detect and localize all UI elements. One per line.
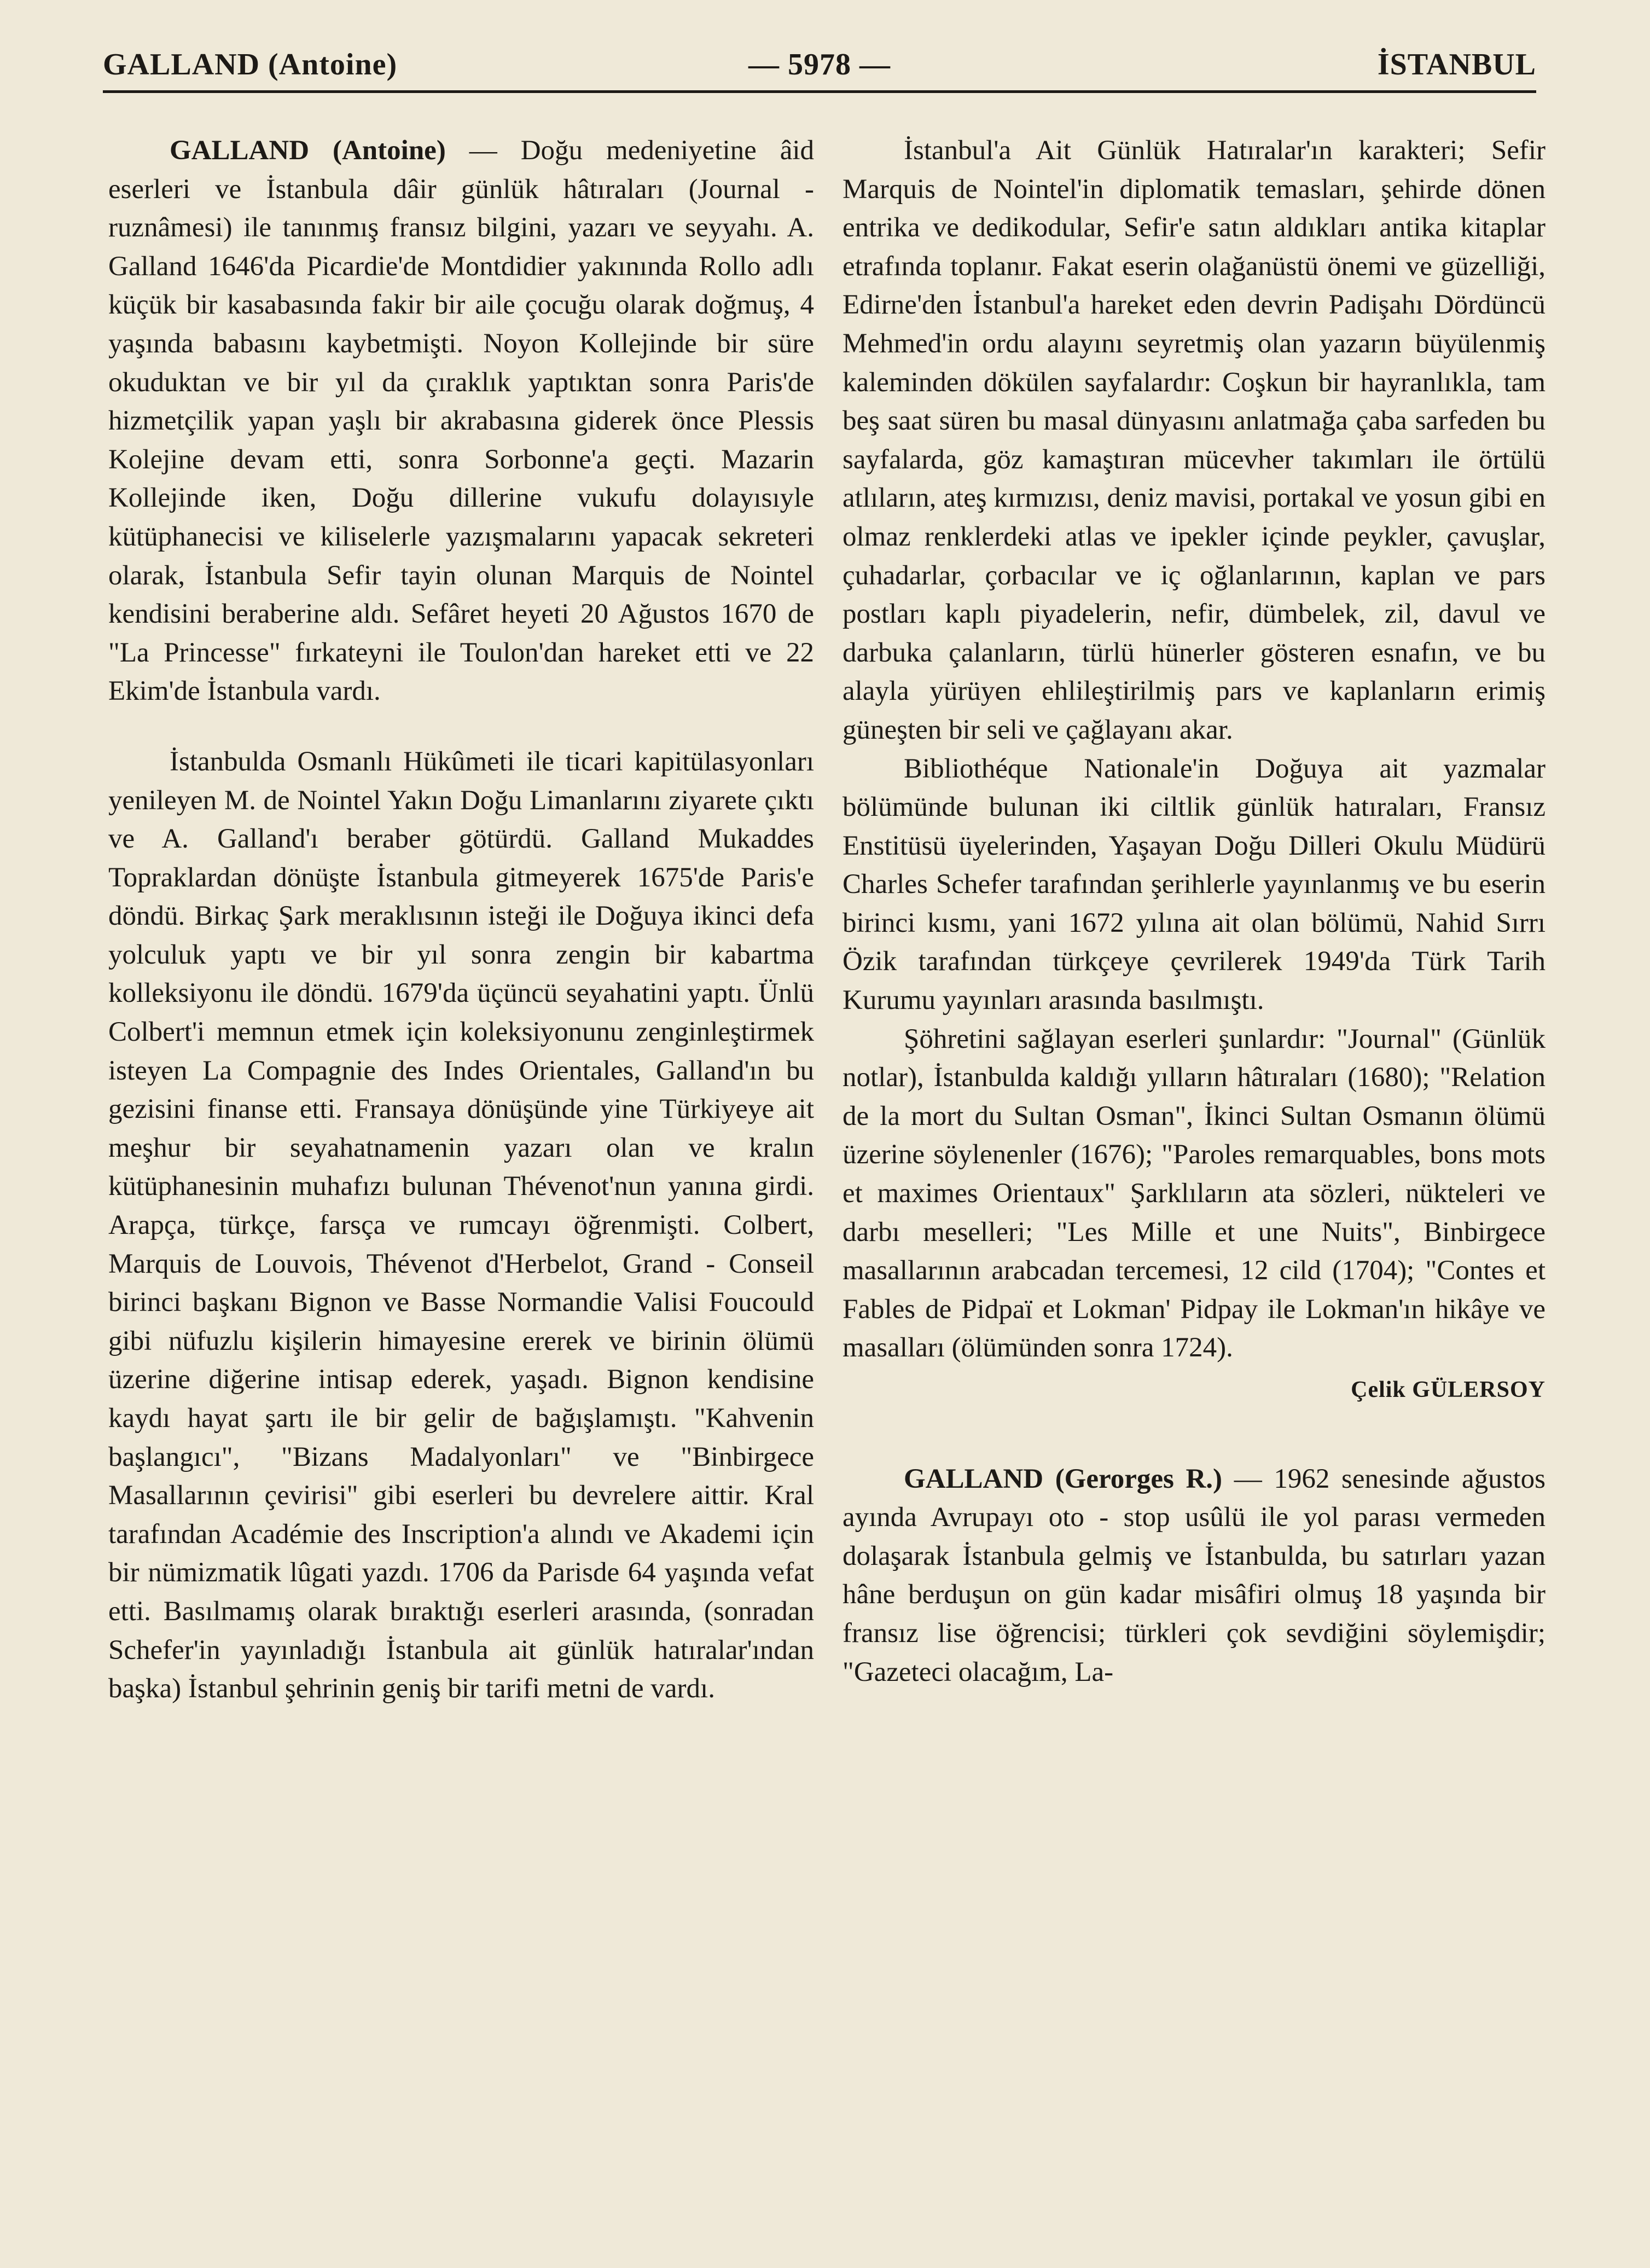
- paragraph-career: İstanbulda Osmanlı Hükûmeti ile ticari kapitülasyonları yenileyen M. de Nointel Yakın Doğu Limanlarını ziyarete çıktı ve A. Galland'ı beraber götürdü. Galland Mukaddes Topraklardan dönüşte İstanbula gitmeyerek 1675'de Paris'e döndü. Birkaç Şark meraklısının isteği ile Doğuya ikinci defa yolculuk yaptı ve bir yıl sonra zengin bir kabartma kolleksiyonu ile döndü. 1679'da üçüncü seyahatini yaptı. Ünlü Colbert'i memnun etmek için koleksiyonunu zenginleştirmek isteyen La Compagnie des Indes Orientales, Galland'ın bu gezisini finanse etti. Fransaya dönüşünde yine Türkiyeye ait meşhur bir seyahatnamenin yazarı olan ve kralın kütüphanesinin muhafızı bulunan Thévenot'nun yanına girdi. Arapça, türkçe, farsça ve rumcayı öğrenmişti. Colbert, Marquis de Louvois, Thévenot d'Herbelot, Grand - Conseil birinci başkanı Bignon ve Basse Normandie Valisi Foucould gibi nüfuzlu kişilerin himayesine ererek ve birinin ölümü üzerine diğerine intisap ederek, yaşadı. Bignon kendisine kaydı hayat şartı ile bir gelir de bağışlamıştı. "Kahvenin başlangıcı", "Bizans Madalyonları" ve "Binbirgece Masallarının çevirisi" gibi eserleri bu devrelere aittir. Kral tarafından Académie des Inscription'a alındı ve Akademi için bir nümizmatik lûgati yazdı. 1706 da Parisde 64 yaşında vefat etti. Basılmamış olarak bıraktığı eserleri arasında, (sonradan Schefer'in yayınladığı İstanbula ait günlük hatıralar'ından başka) İstanbul şehrinin geniş bir tarifi metni de vardı.: [108, 746, 814, 1704]
- right-column: [843, 131, 1546, 1691]
- entry-heading-georges: GALLAND (Gerorges R.): [904, 1463, 1223, 1494]
- header-entry-title: GALLAND (Antoine): [103, 48, 398, 82]
- paragraph-georges-text: — 1962 senesinde ağustos ayında Avrupayı oto - stop usûlü ile yol parası vermeden dolaşarak İstanbula gelmiş ve İstanbulda, bu satırları yazan hâne berduşun on gün kadar misâfiri olmuş 18 yaşında bir fransız lise öğrencisi; türkleri çok sevdiğini söylemişdir; "Gazeteci olacağım, La-: [843, 1463, 1546, 1687]
- paragraph-intro-text: — Doğu medeniyetine âid eserleri ve İstanbula dâir günlük hâtıraları (Journal - ruznâmesi) ile tanınmış fransız bilgini, yazarı ve seyyahı. A. Galland 1646'da Picardie'de Montdidier yakınında Rollo adlı küçük bir kasabasında fakir bir aile çocuğu olarak doğmuş, 4 yaşında babasını kaybetmişti. Noyon Kollejinde bir süre okuduktan ve bir yıl da çıraklık yaptıktan sonra Paris'de hizmetçilik yapan yaşlı bir akrabasına giderek önce Plessis Kolejine devam etti, sonra Sorbonne'a geçti. Mazarin Kollejinde iken, Doğu dillerine vukufu dolayısıyle kütüphanecisi ve kiliselerle yazışmalarını yapacak sekreteri olarak, İstanbula Sefir tayin olunan Marquis de Nointel kendisini beraberine aldı. Sefâret heyeti 20 Ağustos 1670 de "La Princesse" fırkateyni ile Toulon'dan hareket etti ve 22 Ekim'de İstanbula vardı.: [108, 135, 815, 707]
- header-section: İSTANBUL: [1377, 48, 1536, 82]
- page-header: [103, 47, 1536, 85]
- page-number: — 5978 —: [748, 48, 891, 82]
- left-column: [108, 131, 814, 1708]
- entry-heading-antoine: GALLAND (Antoine): [170, 135, 446, 166]
- header-rule: [103, 90, 1536, 93]
- paragraph-intro: [108, 131, 814, 711]
- paragraph-georges: [843, 1460, 1546, 1692]
- paragraph-works: Şöhretini sağlayan eserleri şunlardır: "Journal" (Günlük notlar), İstanbulda kaldığı yılların hâtıraları (1680); "Relation de la mort du Sultan Osman", İkinci Sultan Osmanın ölümü üzerine söylenenler (1676); "Paroles remarquables, bons mots et maximes Orientaux" Şarklıların ata sözleri, nükteleri ve darbı meselleri; "Les Mille et une Nuits", Binbirgece masallarının arabcadan tercemesi, 12 cild (1704); "Contes et Fables de Pidpaï et Lokman' Pidpay ile Lokman'ın hikâye ve masalları (ölümünden sonra 1724).: [843, 1023, 1546, 1364]
- paragraph-memoirs: İstanbul'a Ait Günlük Hatıralar'ın karakteri; Sefir Marquis de Nointel'in diplomatik temasları, şehirde dönen entrika ve dedikodular, Sefir'e satın aldıkları antika kitaplar etrafında toplanır. Fakat eserin olağanüstü önemi ve güzelliği, Edirne'den İstanbul'a hareket eden devrin Padişahı Dördüncü Mehmed'in ordu alayını seyretmiş olan yazarın büyülenmiş kaleminden dökülen sayfalardır: Coşkun bir hayranlıkla, tam beş saat süren bu masal dünyasını anlatmağa çaba sarfeden bu sayfalarda, göz kamaştıran mücevher takımları ile örtülü atlıların, ateş kırmızısı, deniz mavisi, portakal ve yosun gibi en olmaz renklerdeki atlas ve ipekler içinde peykler, çavuşlar, çuhadarlar, çorbacılar ve iç oğlanlarının, kaplan ve pars postları kaplı piyadelerin, nefir, dümbelek, zil, davul ve darbuka çalanların, türlü hünerler gösteren esnafın, ve bu alayla yürüyen ehlileştirilmiş pars ve kaplanların erimiş güneşten bir seli ve çağlayanı akar.: [843, 135, 1546, 745]
- paragraph-bibliotheque: Bibliothéque Nationale'in Doğuya ait yazmalar bölümünde bulunan iki ciltlik günlük hatıraları, Fransız Enstitüsü üyelerinden, Yaşayan Doğu Dilleri Okulu Müdürü Charles Schefer tarafından şerihlerle yayınlanmış ve bu eserin birinci kısmı, yani 1672 yılına ait olan bölümü, Nahid Sırrı Özik tarafından türkçeye çevrilerek 1949'da Türk Tarih Kurumu yayınları arasında basılmıştı.: [843, 753, 1546, 1016]
- author-signature: Çelik GÜLERSOY: [1351, 1377, 1546, 1402]
